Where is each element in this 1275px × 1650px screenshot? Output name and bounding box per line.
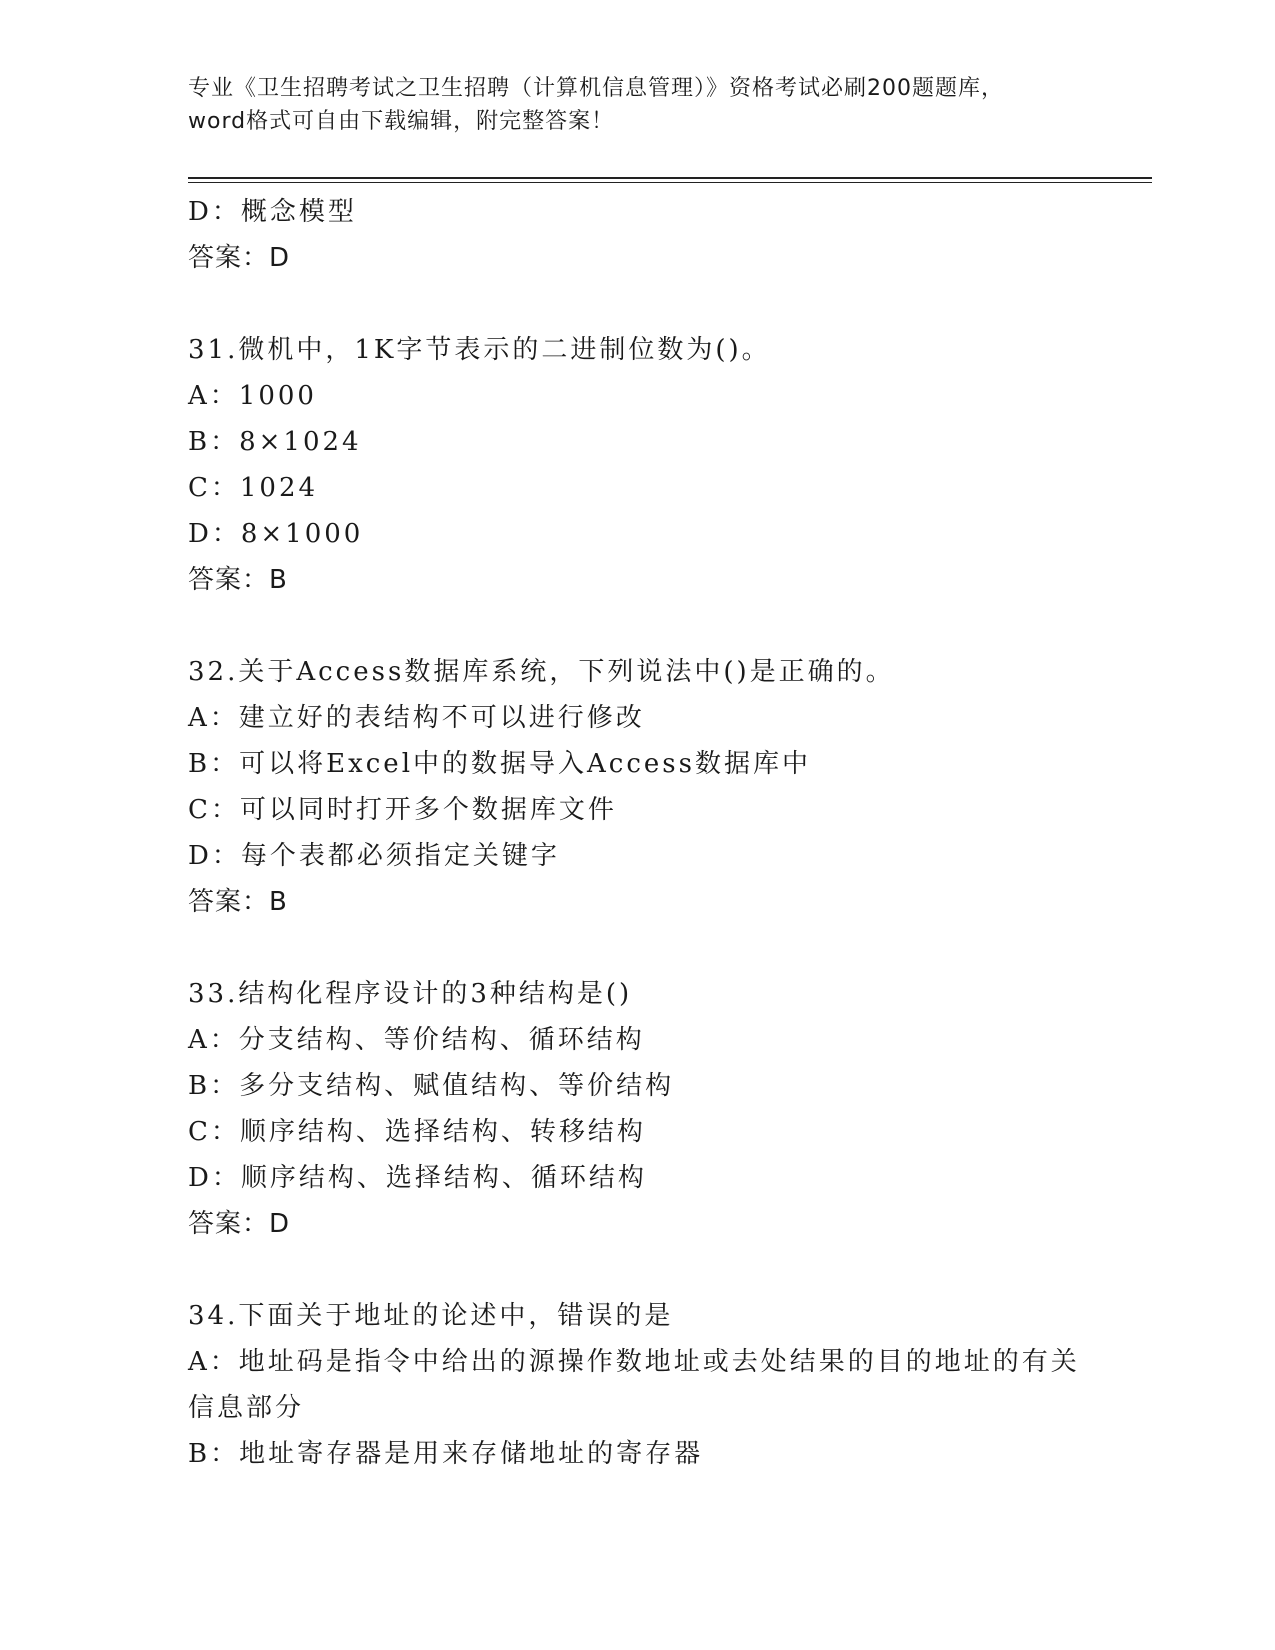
answer-line: 答案：D (188, 1209, 291, 1239)
option-a: A：建立好的表结构不可以进行修改 (188, 703, 645, 733)
question-block-32 (188, 649, 1088, 925)
spacer (188, 1247, 1088, 1293)
spacer (188, 603, 1088, 649)
option-b: B：地址寄存器是用来存储地址的寄存器 (188, 1439, 704, 1469)
header-divider-thin (188, 182, 1152, 183)
option-a: A：分支结构、等价结构、循环结构 (188, 1025, 645, 1055)
question-block-31 (188, 327, 1088, 603)
header-line-2: word格式可自由下载编辑，附完整答案！ (188, 109, 615, 134)
spacer (188, 925, 1088, 971)
option-a: A：1000 (188, 381, 317, 411)
question-stem: 33.结构化程序设计的3种结构是() (188, 979, 633, 1009)
header-divider-thick (188, 177, 1152, 179)
option-b: B：多分支结构、赋值结构、等价结构 (188, 1071, 675, 1101)
option-a: A：地址码是指令中给出的源操作数地址或去处结果的目的地址的有关信息部分 (188, 1347, 1080, 1423)
option-d: D：8×1000 (188, 519, 364, 549)
question-block-33 (188, 971, 1088, 1247)
option-c: C：可以同时打开多个数据库文件 (188, 795, 617, 825)
question-stem: 34.下面关于地址的论述中，错误的是 (188, 1301, 674, 1331)
option-d: D：顺序结构、选择结构、循环结构 (188, 1163, 647, 1193)
option-c: C：顺序结构、选择结构、转移结构 (188, 1117, 646, 1147)
header-line-1: 专业《卫生招聘考试之卫生招聘（计算机信息管理）》资格考试必刷200题题库， (188, 76, 1004, 101)
question-block-34 (188, 1293, 1088, 1477)
answer-line: 答案：D (188, 243, 291, 273)
answer-line: 答案：B (188, 887, 288, 917)
option-d: D：每个表都必须指定关键字 (188, 841, 560, 871)
question-stem: 32.关于Access数据库系统，下列说法中()是正确的。 (188, 657, 895, 687)
option-d: D：概念模型 (188, 197, 357, 227)
answer-line: 答案：B (188, 565, 288, 595)
question-list (188, 189, 1088, 1477)
option-b: B：可以将Excel中的数据导入Access数据库中 (188, 749, 811, 779)
option-c: C：1024 (188, 473, 319, 503)
spacer (188, 281, 1088, 327)
document-header (188, 72, 1088, 138)
option-b: B：8×1024 (188, 427, 362, 457)
question-stem: 31.微机中，1K字节表示的二进制位数为()。 (188, 335, 771, 365)
